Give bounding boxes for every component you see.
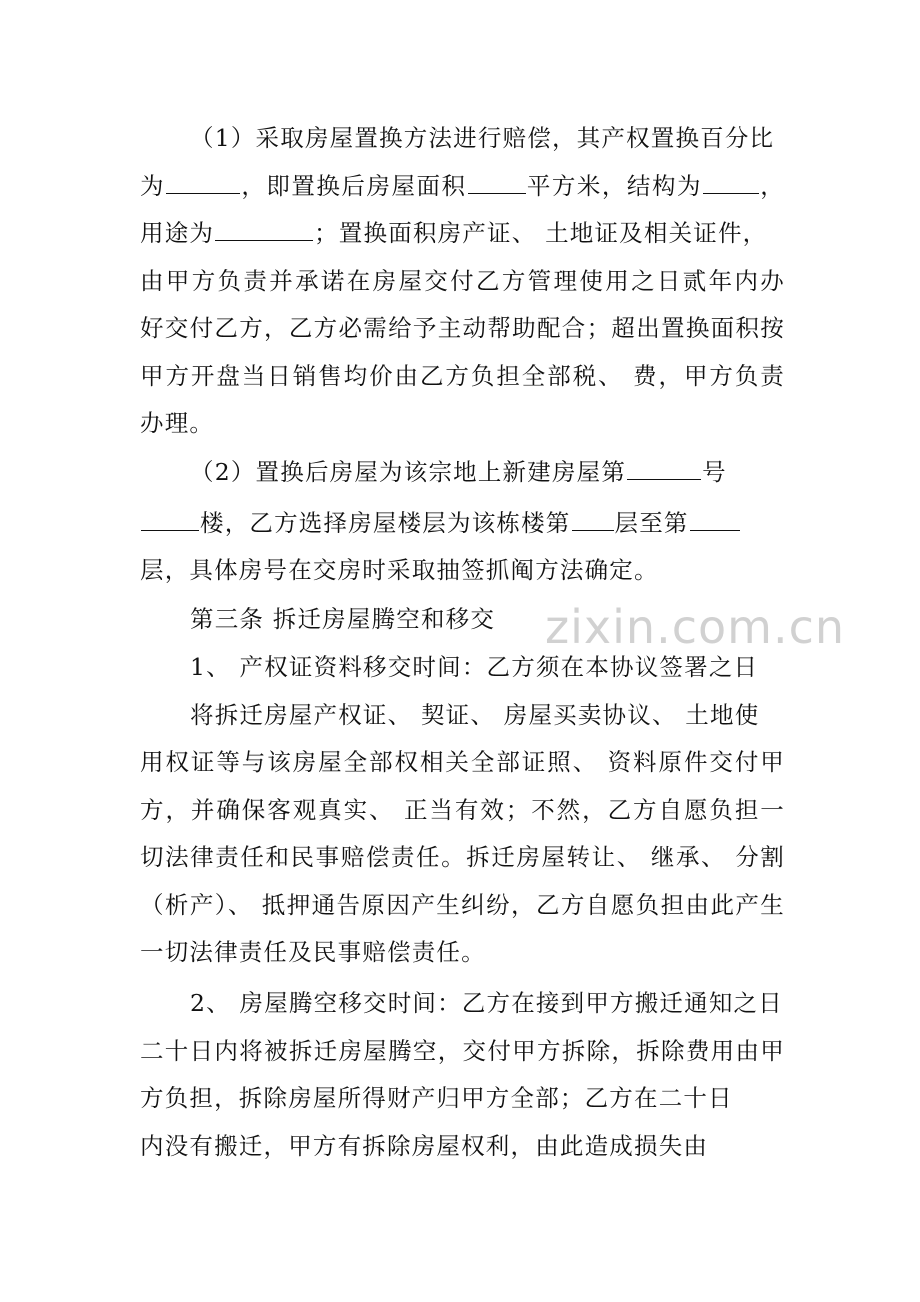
blank-field xyxy=(141,508,199,531)
item2-line-1: 2、 房屋腾空移交时间：乙方在接到甲方搬迁通知之日 xyxy=(190,989,783,1017)
text: ；置换面积房产证、 土地证及相关证件， xyxy=(314,219,768,247)
p2-line-2 xyxy=(140,507,785,539)
blank-field xyxy=(468,171,526,194)
p1-line-2 xyxy=(140,170,785,202)
text: 用途为 xyxy=(140,219,215,247)
p1-line-5: 好交付乙方，乙方必需给予主动帮助配合；超出置换面积按 xyxy=(140,314,785,342)
blank-field xyxy=(215,218,313,241)
item1-line-6: （析产）、 抵押通告原因产生纠纷，乙方自愿负担由此产生 xyxy=(140,891,785,919)
item2-line-2: 二十日内将被拆迁房屋腾空，交付甲方拆除，拆除费用由甲 xyxy=(140,1037,785,1065)
p1-line-4: 由甲方负责并承诺在房屋交付乙方管理使用之日贰年内办 xyxy=(140,267,785,295)
blank-field xyxy=(166,171,240,194)
blank-field xyxy=(627,457,701,480)
text: （2）置换后房屋为该宗地上新建房屋第 xyxy=(190,458,627,486)
p2-line-3: 层，具体房号在交房时采取抽签抓阄方法确定。 xyxy=(140,556,659,584)
item1-line-2: 将拆迁房屋产权证、 契证、 房屋买卖协议、 土地使 xyxy=(190,701,760,729)
text: 层至第 xyxy=(614,509,689,537)
p2-line-1 xyxy=(190,456,750,488)
text: ，即置换后房屋面积 xyxy=(241,172,467,200)
text: 为 xyxy=(140,172,166,200)
item2-line-4: 内没有搬迁，甲方有拆除房屋权利，由此造成损失由 xyxy=(140,1132,709,1160)
item2-line-3: 方负担，拆除房屋所得财产归甲方全部；乙方在二十日 xyxy=(140,1084,733,1112)
p1-line-1: （1）采取房屋置换方法进行赔偿，其产权置换百分比 xyxy=(190,124,775,152)
text: ， xyxy=(759,172,786,200)
p1-line-6: 甲方开盘当日销售均价由乙方负担全部税、 费，甲方负责 xyxy=(140,362,785,390)
text: 平方米，结构为 xyxy=(526,172,702,200)
text: 楼，乙方选择房屋楼层为该栋楼第 xyxy=(200,509,571,537)
blank-field xyxy=(690,508,740,531)
blank-field xyxy=(572,508,614,531)
item1-line-3: 用权证等与该房屋全部权相关全部证照、 资料原件交付甲 xyxy=(140,748,785,776)
watermark: zixin.com.cn xyxy=(545,600,846,654)
text: 号 xyxy=(702,458,727,486)
item1-line-5: 切法律责任和民事赔偿责任。拆迁房屋转让、 继承、 分割 xyxy=(140,843,785,871)
blank-field xyxy=(703,171,759,194)
p1-line-3 xyxy=(140,217,785,249)
item1-line-1: 1、 产权证资料移交时间：乙方须在本协议签署之日 xyxy=(190,653,759,681)
p1-line-7: 办理。 xyxy=(140,409,215,437)
item1-line-7: 一切法律责任及民事赔偿责任。 xyxy=(140,938,486,966)
item1-line-4: 方，并确保客观真实、 正当有效；不然，乙方自愿负担一 xyxy=(140,796,785,824)
article-heading: 第三条 拆迁房屋腾空和移交 xyxy=(190,605,496,633)
